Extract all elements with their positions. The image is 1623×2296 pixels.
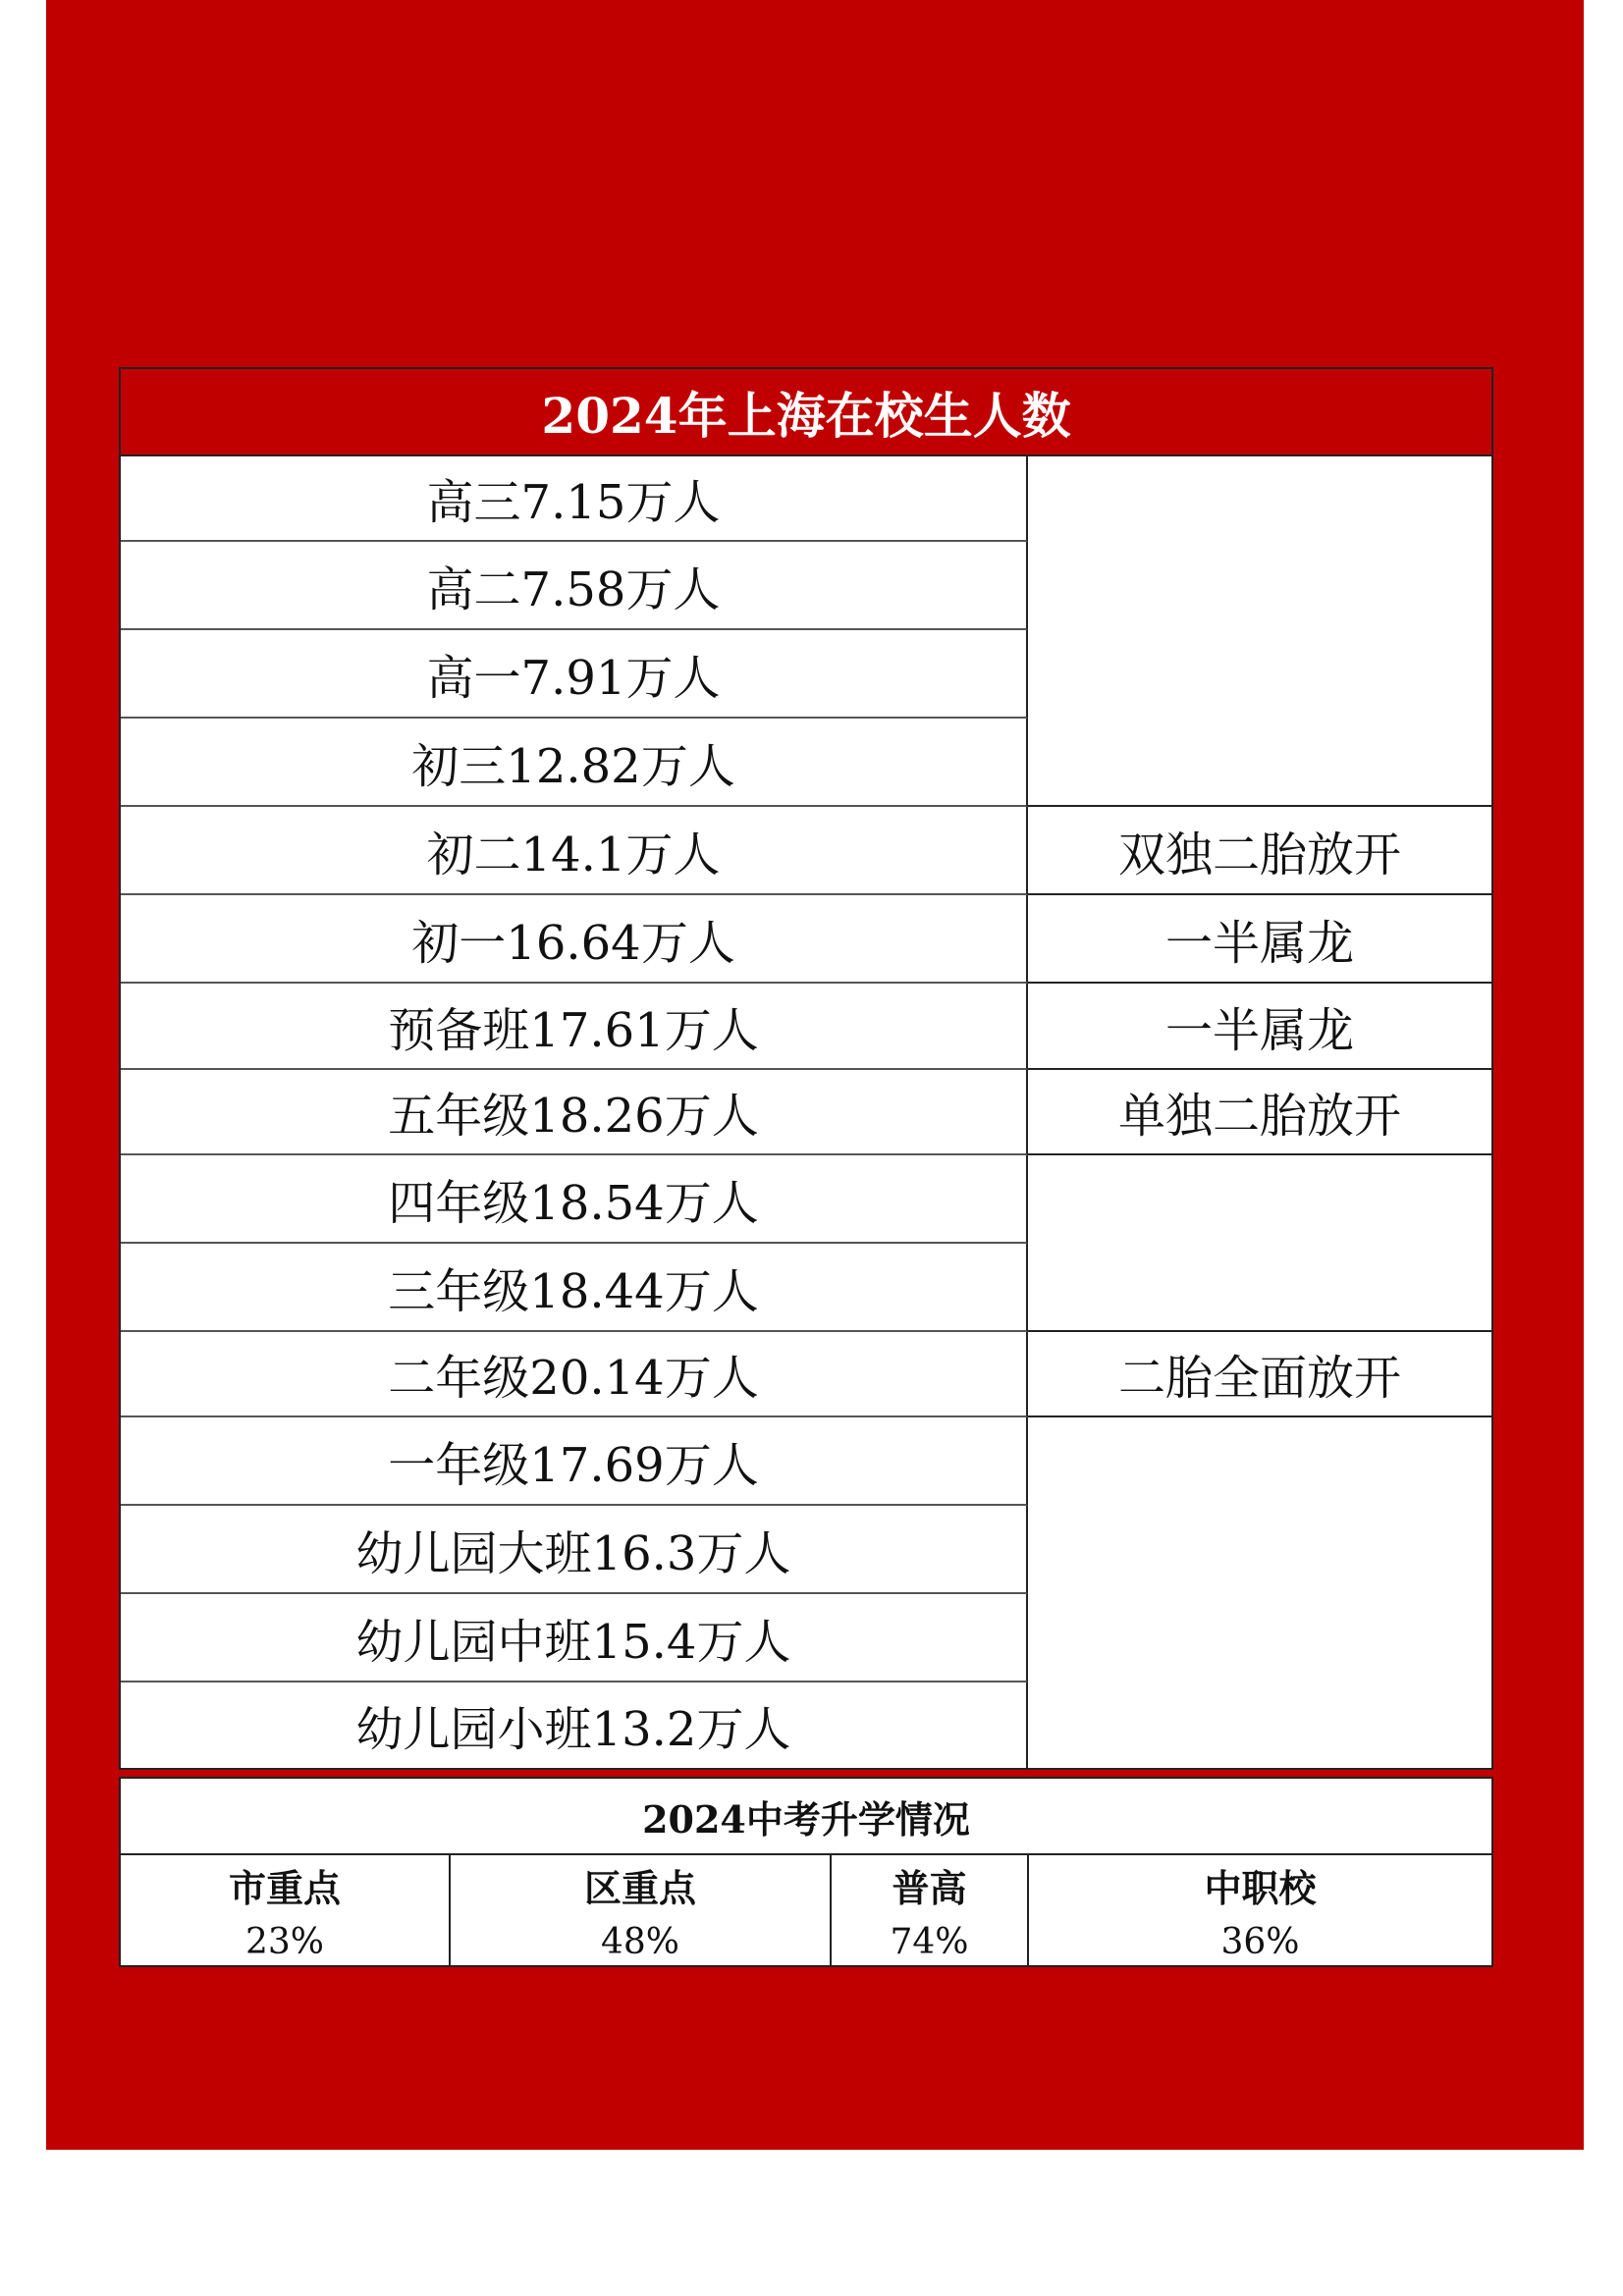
exam-value: 36% [1220,1922,1300,1962]
exam-row [121,1855,1491,1965]
exam-label: 区重点 [583,1866,696,1910]
exam-label: 中职校 [1204,1866,1317,1910]
exam-label: 普高 [892,1866,967,1910]
enrollment-table [119,367,1493,1770]
exam-cell-general-high [832,1855,1029,1965]
grade-row: 高一7.91万人 [121,630,1028,719]
note-cell: 一半属龙 [1028,895,1491,984]
grade-row: 预备班17.61万人 [121,984,1028,1070]
grade-row: 幼儿园大班16.3万人 [121,1506,1028,1594]
exam-cell-district-key [451,1855,832,1965]
exam-title: 2024中考升学情况 [121,1779,1491,1855]
grade-row: 幼儿园中班15.4万人 [121,1594,1028,1682]
grade-row: 三年级18.44万人 [121,1244,1028,1332]
note-empty [1028,1417,1491,1768]
note-empty [1028,456,1491,807]
table-title: 2024年上海在校生人数 [121,369,1491,456]
exam-cell-vocational [1029,1855,1491,1965]
note-empty [1028,1155,1491,1332]
grade-row: 初二14.1万人 [121,807,1028,895]
note-cell: 单独二胎放开 [1028,1070,1491,1155]
grade-row: 一年级17.69万人 [121,1417,1028,1506]
grade-row: 幼儿园小班13.2万人 [121,1682,1028,1768]
exam-value: 23% [244,1922,324,1962]
grade-row: 高三7.15万人 [121,456,1028,542]
grade-row: 初一16.64万人 [121,895,1028,984]
exam-value: 48% [600,1922,679,1962]
grade-row: 二年级20.14万人 [121,1332,1028,1417]
enrollment-grid [121,456,1491,1768]
note-cell: 双独二胎放开 [1028,807,1491,895]
exam-table [119,1777,1493,1967]
grade-row: 四年级18.54万人 [121,1155,1028,1244]
grade-row: 五年级18.26万人 [121,1070,1028,1155]
exam-value: 74% [890,1922,969,1962]
grade-row: 初三12.82万人 [121,719,1028,807]
note-cell: 一半属龙 [1028,984,1491,1070]
exam-label: 市重点 [228,1866,341,1910]
note-cell: 二胎全面放开 [1028,1332,1491,1417]
exam-cell-city-key [121,1855,451,1965]
grade-row: 高二7.58万人 [121,542,1028,630]
